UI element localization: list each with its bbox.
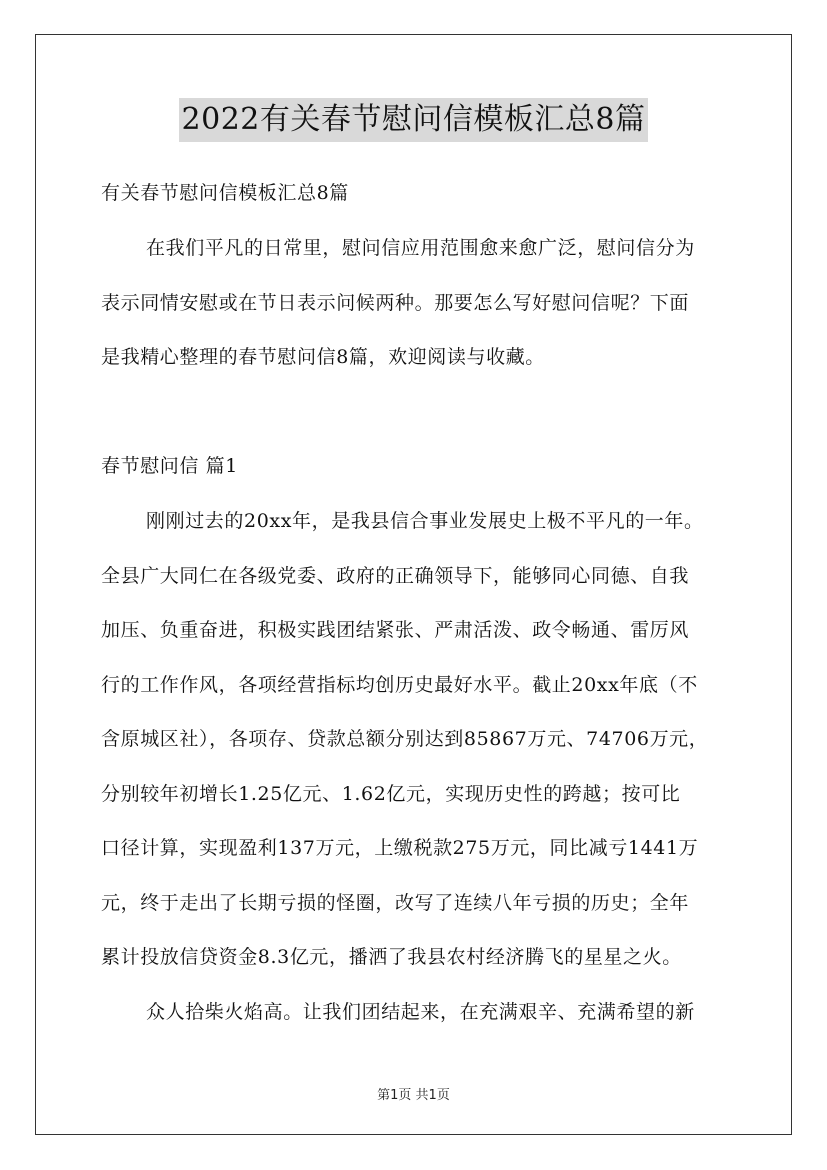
section-heading: 春节慰问信 篇1 [101, 455, 238, 477]
paragraph-line: 累计投放信贷资金8.3亿元，播洒了我县农村经济腾飞的星星之火。 [101, 946, 682, 968]
paragraph-line: 行的工作作风，各项经营指标均创历史最好水平。截止20xx年底（不 [101, 674, 698, 696]
paragraph-line: 全县广大同仁在各级党委、政府的正确领导下，能够同心同德、自我 [101, 565, 690, 587]
intro-line: 是我精心整理的春节慰问信8篇，欢迎阅读与收藏。 [101, 346, 545, 368]
paragraph-line: 口径计算，实现盈利137万元，上缴税款275万元，同比减亏1441万 [101, 837, 699, 859]
document-subtitle: 有关春节慰问信模板汇总8篇 [101, 182, 349, 204]
paragraph-line: 众人拾柴火焰高。让我们团结起来，在充满艰辛、充满希望的新 [146, 1001, 695, 1023]
paragraph-line: 刚刚过去的20xx年，是我县信合事业发展史上极不平凡的一年。 [146, 510, 704, 532]
paragraph-line: 分别较年初增长1.25亿元、1.62亿元，实现历史性的跨越；按可比 [101, 783, 681, 805]
page-number: 第1页 共1页 [377, 1088, 450, 1103]
paragraph-line: 元，终于走出了长期亏损的怪圈，改写了连续八年亏损的历史；全年 [101, 892, 690, 914]
paragraph-line: 加压、负重奋进，积极实践团结紧张、严肃活泼、政令畅通、雷厉风 [101, 619, 690, 641]
intro-line: 表示同情安慰或在节日表示问候两种。那要怎么写好慰问信呢？下面 [101, 292, 690, 314]
document-title: 2022有关春节慰问信模板汇总8篇 [179, 98, 649, 142]
paragraph-line: 含原城区社），各项存、贷款总额分别达到85867万元、74706万元， [101, 728, 709, 750]
intro-line: 在我们平凡的日常里，慰问信应用范围愈来愈广泛，慰问信分为 [146, 237, 695, 259]
title-container [0, 98, 827, 142]
